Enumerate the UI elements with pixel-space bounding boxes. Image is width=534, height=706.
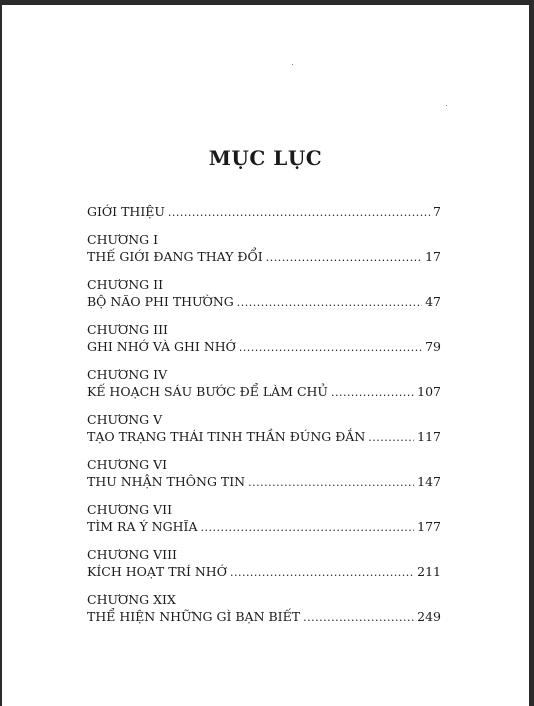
toc-entry — [87, 338, 441, 356]
chapter-number: CHƯƠNG VII — [87, 502, 173, 517]
dot-leader — [331, 384, 414, 401]
toc-entry — [87, 608, 441, 626]
toc-entry — [87, 428, 441, 446]
toc-page-number: 117 — [417, 429, 441, 444]
dot-leader — [303, 609, 414, 626]
toc-chapter — [87, 591, 441, 626]
toc-entry — [87, 518, 441, 536]
toc-chapter — [87, 276, 441, 311]
dot-leader — [168, 204, 430, 221]
dot-leader — [200, 519, 414, 536]
scan-speck — [292, 64, 293, 65]
toc-entry-title: KẾ HOẠCH SÁU BƯỚC ĐỂ LÀM CHỦ — [87, 384, 328, 399]
toc-entry — [87, 248, 441, 266]
toc-entry — [87, 293, 441, 311]
toc-entry-title: TẠO TRẠNG THÁI TINH THẦN ĐÚNG ĐẮN — [87, 429, 366, 444]
page-title: MỤC LỤC — [208, 146, 323, 170]
dot-leader — [237, 294, 422, 311]
toc-chapter — [87, 366, 441, 401]
toc-page-number: 211 — [417, 564, 441, 579]
chapter-number: CHƯƠNG I — [87, 232, 159, 247]
dot-leader — [239, 339, 422, 356]
toc-entry-title: TÌM RA Ý NGHĨA — [87, 519, 198, 534]
toc-page-number: 79 — [425, 339, 441, 354]
dot-leader — [230, 564, 414, 581]
dot-leader — [248, 474, 414, 491]
chapter-number: CHƯƠNG XIX — [87, 592, 176, 607]
scan-speck — [446, 105, 447, 106]
toc-entry-title: THỂ HIỆN NHỮNG GÌ BẠN BIẾT — [87, 609, 301, 624]
toc-chapter — [87, 546, 441, 581]
toc-chapter — [87, 501, 441, 536]
document-page — [2, 5, 529, 706]
toc-entry-title: GIỚI THIỆU — [87, 204, 165, 219]
toc-chapter — [87, 321, 441, 356]
toc-page-number: 47 — [425, 294, 441, 309]
toc-chapter — [87, 411, 441, 446]
table-of-contents — [87, 203, 441, 636]
chapter-number: CHƯƠNG IV — [87, 367, 168, 382]
toc-entry-title: BỘ NÃO PHI THƯỜNG — [87, 294, 234, 309]
toc-chapter — [87, 456, 441, 491]
toc-entry — [87, 563, 441, 581]
toc-entry — [87, 473, 441, 491]
toc-intro — [87, 203, 441, 221]
toc-page-number: 249 — [417, 609, 441, 624]
toc-page-number: 17 — [425, 249, 441, 264]
dot-leader — [368, 429, 414, 446]
toc-page-number: 177 — [417, 519, 441, 534]
toc-entry-title: THU NHẬN THÔNG TIN — [87, 474, 246, 489]
dot-leader — [266, 249, 422, 266]
toc-page-number: 107 — [417, 384, 441, 399]
chapter-number: CHƯƠNG III — [87, 322, 168, 337]
toc-page-number: 147 — [417, 474, 441, 489]
toc-entry-title: THẾ GIỚI ĐANG THAY ĐỔI — [87, 249, 263, 264]
toc-entry — [87, 203, 441, 221]
toc-entry-title: KÍCH HOẠT TRÍ NHỚ — [87, 564, 227, 579]
toc-entry — [87, 383, 441, 401]
toc-entry-title: GHI NHỚ VÀ GHI NHỚ — [87, 339, 236, 354]
chapter-number: CHƯƠNG V — [87, 412, 163, 427]
chapter-number: CHƯƠNG VI — [87, 457, 168, 472]
toc-page-number: 7 — [433, 204, 441, 219]
toc-chapter — [87, 231, 441, 266]
chapter-number: CHƯƠNG II — [87, 277, 164, 292]
chapter-number: CHƯƠNG VIII — [87, 547, 177, 562]
